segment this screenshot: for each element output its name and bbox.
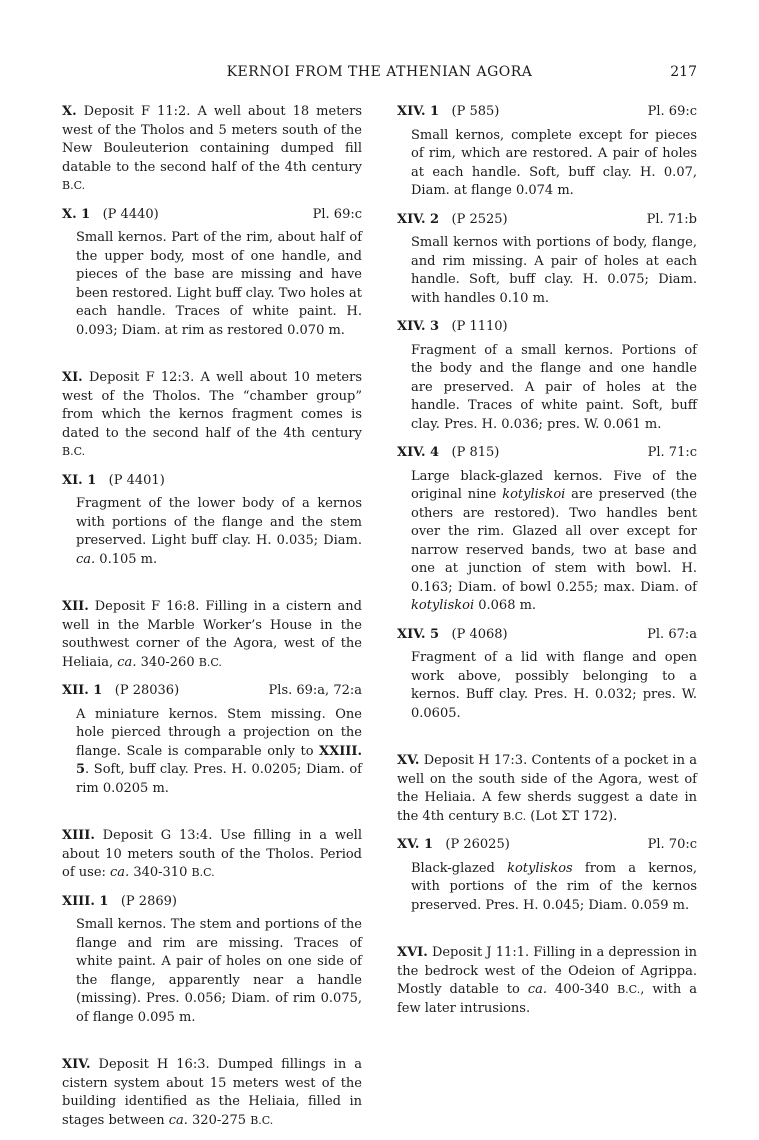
entry-xii-1-header: XII. 1 (P 28036) Pls. 69:a, 72:a xyxy=(62,682,362,701)
entry-xiv-1-header: XIV. 1 (P 585) Pl. 69:c xyxy=(397,103,697,122)
right-column xyxy=(397,103,697,1028)
entry-xiv-4-header: XIV. 4 (P 815) Pl. 71:c xyxy=(397,444,697,463)
left-column xyxy=(62,103,362,1140)
entry-xv-1-description: Black-glazed kotyliskos from a kernos, with portions of the rim of the kernos preserved. Pres. H. 0.045; Diam. 0.059 m. xyxy=(411,860,697,913)
plate-ref: Pl. 69:c xyxy=(647,104,697,119)
entry-x-1-description: Small kernos. Part of the rim, about half of the upper body, most of one handle, and pieces of the base are missing and have been restored. Light buff clay. Two holes at each handle. Traces of white paint. H. 0.093; Diam. at rim as restored 0.070 m. xyxy=(76,230,362,338)
entry-xiv-5-header: XIV. 5 (P 4068) Pl. 67:a xyxy=(397,626,697,645)
entry-xi-1-description: Fragment of the lower body of a kernos with portions of the flange and the stem preserved. Light buff clay. H. 0.035; Diam. ca. 0.105 m. xyxy=(76,496,362,567)
running-head xyxy=(0,64,759,84)
entry-xiv-2-description: Small kernos with portions of body, flange, and rim missing. A pair of holes at each handle. Soft, buff clay. H. 0.075; Diam. with handles 0.10 m. xyxy=(411,235,697,306)
plate-ref: Pl. 71:b xyxy=(646,211,697,227)
deposit-xi: XI. Deposit F 12:3. A well about 10 meters west of the Tholos. The “chamber group” from which the kernos fragment comes is dated to the second half of the 4th century B.C. xyxy=(62,370,362,458)
entry-xiv-5-description: Fragment of a lid with flange and open work above, possibly belonging to a kernos. Buff clay. Pres. H. 0.032; pres. W. 0.0605. xyxy=(411,650,697,721)
entry-xii-1-description: A miniature kernos. Stem missing. One hole pierced through a projection on the flange. Scale is comparable only to XXIII. 5. Soft, buff clay. Pres. H. 0.0205; Diam. of rim 0.0205 m. xyxy=(76,706,362,796)
entry-xv-1-header: XV. 1 (P 26025) Pl. 70:c xyxy=(397,836,697,855)
deposit-xiv: XIV. Deposit H 16:3. Dumped fillings in a cistern system about 15 meters west of the building identified as the Heliaia, filled in stages between ca. 320-275 B.C. xyxy=(62,1057,362,1128)
plate-ref: Pl. 67:a xyxy=(647,626,697,642)
entry-x-1-header: X. 1 (P 4440) Pl. 69:c xyxy=(62,206,362,225)
entry-xiv-1-description: Small kernos, complete except for pieces of rim, which are restored. A pair of holes at each handle. Soft, buff clay. H. 0.07, Diam. at flange 0.074 m. xyxy=(411,127,697,198)
deposit-xiii: XIII. Deposit G 13:4. Use filling in a well about 10 meters south of the Tholos. Period of use: ca. 340-310 B.C. xyxy=(62,828,362,880)
deposit-x: X. Deposit F 11:2. A well about 18 meters west of the Tholos and 5 meters south of the New Bouleuterion containing dumped fill datable to the second half of the 4th century B.C. xyxy=(62,104,362,192)
entry-xiv-4-description: Large black-glazed kernos. Five of the original nine kotyliskoi are preserved (the others are restored). Two handles bent over the rim. Glazed all over except for narrow reserved bands, two at base and one at junction of stem with bowl. H. 0.163; Diam. of bowl 0.255; max. Diam. of kotyliskoi 0.068 m. xyxy=(411,468,697,613)
page-number: 217 xyxy=(670,64,697,80)
plate-ref: Pl. 70:c xyxy=(647,837,697,852)
entry-xiv-3-description: Fragment of a small kernos. Portions of the body and the flange and one handle are preserved. A pair of holes at the handle. Traces of white paint. Soft, buff clay. Pres. H. 0.036; pres. W. 0.061 m. xyxy=(411,342,697,432)
deposit-xii: XII. Deposit F 16:8. Filling in a cistern and well in the Marble Worker’s House in the southwest corner of the Agora, west of the Heliaia, ca. 340-260 B.C. xyxy=(62,599,362,670)
entry-xi-1-header: XI. 1 (P 4401) xyxy=(62,472,165,488)
deposit-xvi: XVI. Deposit J 11:1. Filling in a depression in the bedrock west of the Odeion of Agrippa. Mostly datable to ca. 400-340 B.C., with a few later intrusions. xyxy=(397,945,698,1016)
running-title: KERNOI FROM THE ATHENIAN AGORA xyxy=(226,64,533,80)
plate-ref: Pls. 69:a, 72:a xyxy=(268,683,362,698)
entry-xiii-1-description: Small kernos. The stem and portions of the flange and rim are missing. Traces of white paint. A pair of holes on one side of the flange, apparently near a handle (missing). Pres. 0.056; Diam. of rim 0.075, of flange 0.095 m. xyxy=(76,917,362,1025)
plate-ref: Pl. 71:c xyxy=(647,445,697,460)
entry-xiii-1-header: XIII. 1 (P 2869) xyxy=(62,893,177,909)
deposit-xv: XV. Deposit H 17:3. Contents of a pocket in a well on the south side of the Agora, west of the Heliaia. A few sherds suggest a date in the 4th century B.C. (Lot ΣT 172). xyxy=(397,753,697,824)
entry-xiv-2-header: XIV. 2 (P 2525) Pl. 71:b xyxy=(397,211,697,230)
entry-xiv-3-header: XIV. 3 (P 1110) xyxy=(397,319,508,334)
plate-ref: Pl. 69:c xyxy=(312,206,362,222)
